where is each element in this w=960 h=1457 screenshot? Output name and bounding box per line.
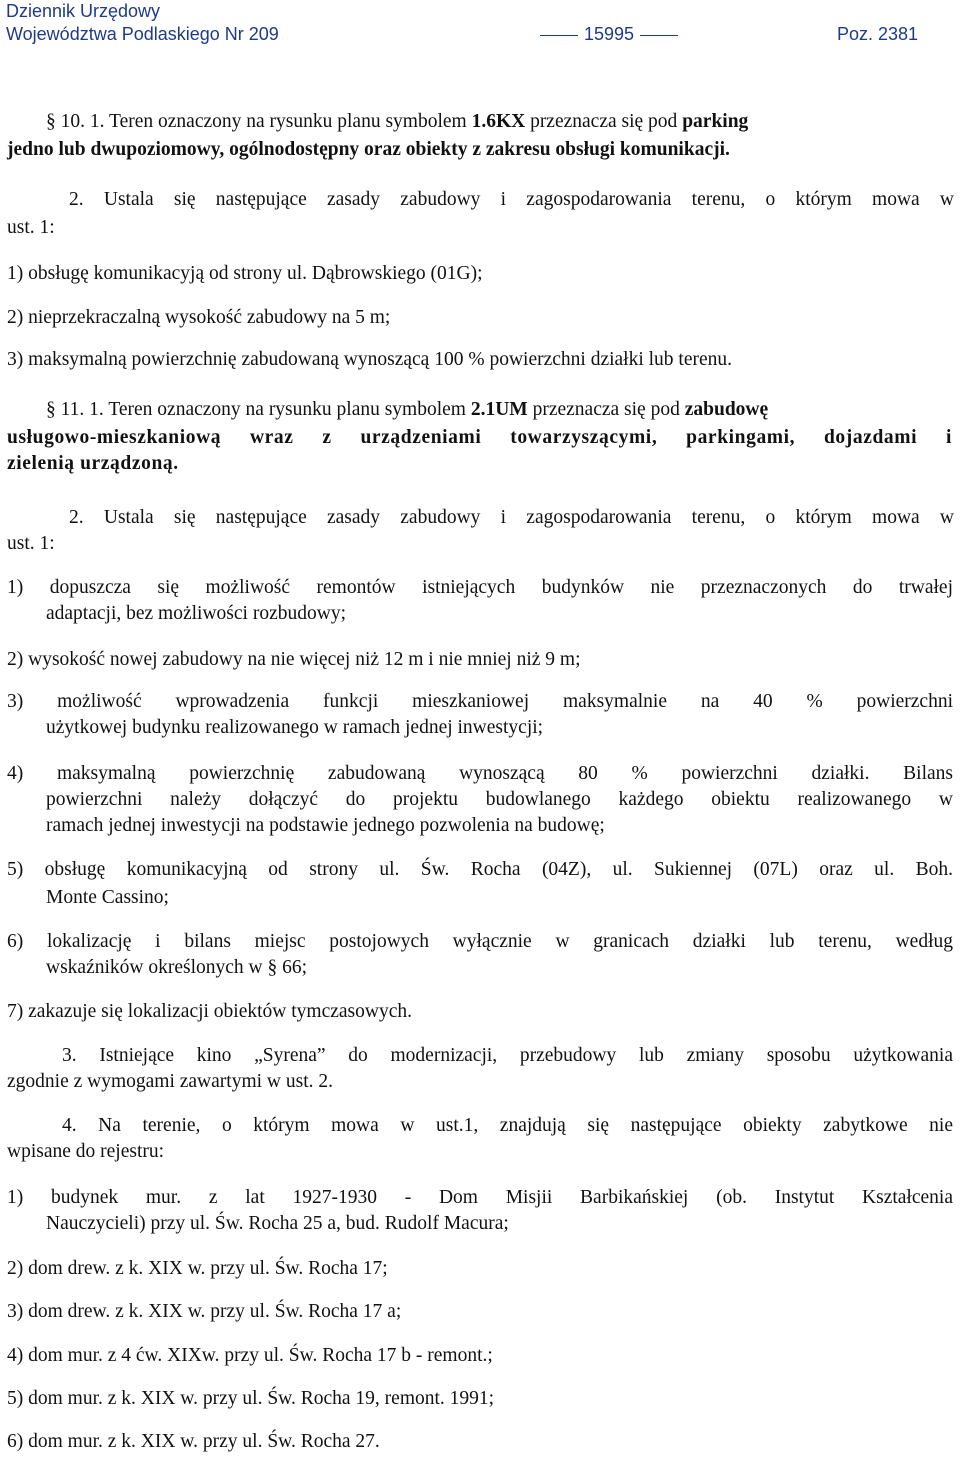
s10-p1-line1: § 10. 1. Teren oznaczony na rysunku planu symbolem 1.6KX przeznacza się pod parking [46,111,749,132]
s11-p3-line2: zgodnie z wymogami zawartymi w ust. 2. [7,1071,334,1092]
page-number: 15995 [534,23,684,46]
s10-item-3: 3) maksymalną powierzchnię zabudowaną wynoszącą 100 % powierzchni działki lub terenu. [7,349,733,370]
s10-item-2: 2) nieprzekraczalną wysokość zabudowy na 5 m; [7,307,391,328]
s11-p1-line3: zielenią urządzoną. [7,453,179,474]
s11-p4-line2: wpisane do rejestru: [7,1141,165,1162]
s11-item-7: 7) zakazuje się lokalizacji obiektów tymczasowych. [7,1001,413,1022]
monument-5: 5) dom mur. z k. XIX w. przy ul. Św. Rocha 19, remont. 1991; [7,1388,495,1409]
monument-4: 4) dom mur. z 4 ćw. XIXw. przy ul. Św. Rocha 17 b - remont.; [7,1345,493,1366]
s11-item-3-line2: użytkowej budynku realizowanego w ramach jednej inwestycji; [46,717,544,738]
s11-p2-line2: ust. 1: [7,533,55,554]
s11-p1-line2: usługowo-mieszkaniową wraz z urządzeniami towarzyszącymi, parkingami, dojazdami i [7,427,952,448]
s11-p4-line1: 4. Na terenie, o którym mowa w ust.1, znajdują się następujące obiekty zabytkowe nie [62,1115,953,1136]
position-number: Poz. 2381 [836,24,918,44]
journal-title: Dziennik Urzędowy [6,1,161,21]
s11-item-4-line1: 4) maksymalną powierzchnię zabudowaną wynoszącą 80 % powierzchni działki. Bilans [7,763,953,784]
s11-p3-line1: 3. Istniejące kino „Syrena” do modernizacji, przebudowy lub zmiany sposobu użytkowania [62,1045,953,1066]
monument-2: 2) dom drew. z k. XIX w. przy ul. Św. Rocha 17; [7,1258,388,1279]
s11-item-2: 2) wysokość nowej zabudowy na nie więcej niż 12 m i nie mniej niż 9 m; [7,649,581,670]
monument-6: 6) dom mur. z k. XIX w. przy ul. Św. Rocha 27. [7,1431,380,1452]
s11-item-3-line1: 3) możliwość wprowadzenia funkcji mieszkaniowej maksymalnie na 40 % powierzchni [7,691,953,712]
monument-1-line1: 1) budynek mur. z lat 1927-1930 - Dom Misjii Barbikańskiej (ob. Instytut Kształcenia [7,1187,953,1208]
s11-p1-line1: § 11. 1. Teren oznaczony na rysunku planu symbolem 2.1UM przeznacza się pod zabudowę [46,399,769,420]
journal-issue: Województwa Podlaskiego Nr 209 [6,24,279,44]
s11-item-6-line1: 6) lokalizację i bilans miejsc postojowych wyłącznie w granicach działki lub terenu, według [7,931,953,952]
s10-p2-line2: ust. 1: [7,217,55,238]
s11-item-1-line1: 1) dopuszcza się możliwość remontów istniejących budynków nie przeznaczonych do trwałej [7,577,953,598]
s10-p2-line1: 2. Ustala się następujące zasady zabudowy i zagospodarowania terenu, o którym mowa w [69,189,954,210]
s11-item-4-line2: powierzchni należy dołączyć do projektu budowlanego każdego obiektu realizowanego w [46,789,953,810]
s11-item-5-line2: Monte Cassino; [46,887,169,908]
s11-p2-line1: 2. Ustala się następujące zasady zabudowy i zagospodarowania terenu, o którym mowa w [69,507,954,528]
s11-item-4-line3: ramach jednej inwestycji na podstawie jednego pozwolenia na budowę; [46,815,605,836]
s11-item-1-line2: adaptacji, bez możliwości rozbudowy; [46,603,346,624]
monument-3: 3) dom drew. z k. XIX w. przy ul. Św. Rocha 17 a; [7,1301,402,1322]
s10-p1-line2: jedno lub dwupoziomowy, ogólnodostępny oraz obiekty z zakresu obsługi komunikacji. [7,139,730,160]
monument-1-line2: Nauczycieli) przy ul. Św. Rocha 25 a, bud. Rudolf Macura; [46,1213,509,1234]
s11-item-5-line1: 5) obsługę komunikacyjną od strony ul. Św. Rocha (04Z), ul. Sukiennej (07L) oraz ul. Boh. [7,859,953,880]
s11-item-6-line2: wskaźników określonych w § 66; [46,957,308,978]
s10-item-1: 1) obsługę komunikacyją od strony ul. Dąbrowskiego (01G); [7,263,483,284]
